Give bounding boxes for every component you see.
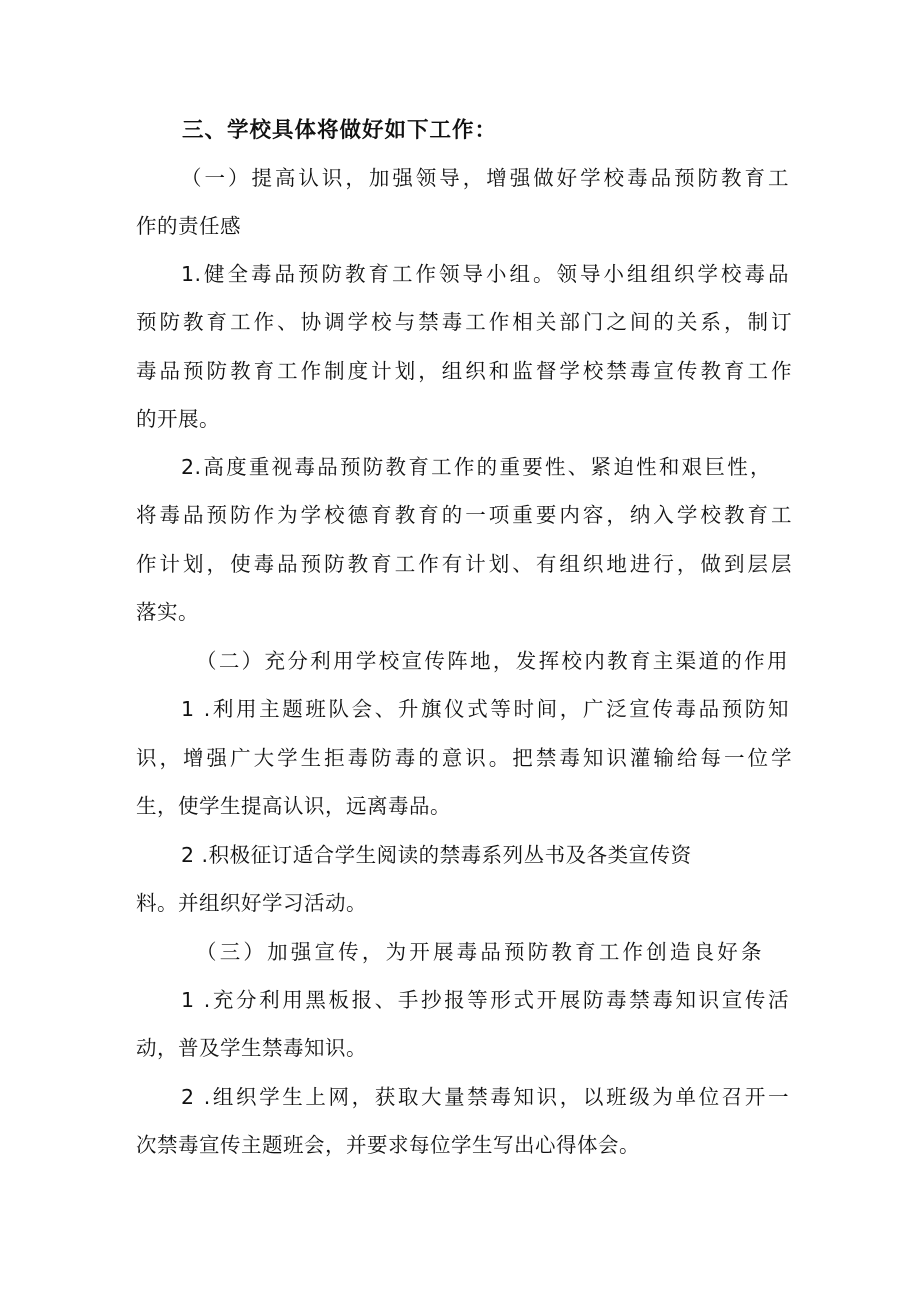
paragraph-line: 落实。 <box>136 600 199 624</box>
paragraph-line: 毒品预防教育工作制度计划，组织和监督学校禁毒宣传教育工作 <box>136 359 792 383</box>
paragraph-line: 1 .利用主题班队会、升旗仪式等时间，广泛宣传毒品预防知 <box>181 697 789 721</box>
section-subheading: （二）充分利用学校宣传阵地，发挥校内教育主渠道的作用 <box>196 649 788 673</box>
section-heading: 三、学校具体将做好如下工作： <box>182 118 498 143</box>
paragraph-line: 料。并组织好学习活动。 <box>136 891 367 915</box>
paragraph-line: （一）提高认识，加强领导，增强做好学校毒品预防教育工 <box>181 166 789 190</box>
paragraph-line: 的开展。 <box>136 407 220 431</box>
paragraph-line: 识，增强广大学生拒毒防毒的意识。把禁毒知识灌输给每一位学 <box>136 746 792 770</box>
paragraph-line: 2 .积极征订适合学生阅读的禁毒系列丛书及各类宣传资 <box>181 843 692 867</box>
paragraph-line: 作计划，使毒品预防教育工作有计划、有组织地进行，做到层层 <box>136 552 792 576</box>
paragraph-line: 动，普及学生禁毒知识。 <box>136 1036 367 1060</box>
paragraph-line: 生，使学生提高认识，远离毒品。 <box>136 794 451 818</box>
paragraph-line: 次禁毒宣传主题班会，并要求每位学生写出心得体会。 <box>136 1133 640 1157</box>
paragraph-line: 预防教育工作、协调学校与禁毒工作相关部门之间的关系，制订 <box>136 310 792 334</box>
paragraph-line: 2 .组织学生上网，获取大量禁毒知识，以班级为单位召开一 <box>181 1085 789 1109</box>
paragraph-line: 作的责任感 <box>136 214 241 238</box>
paragraph-line: 1 .充分利用黑板报、手抄报等形式开展防毒禁毒知识宣传活 <box>181 988 789 1012</box>
section-subheading: （三）加强宣传，为开展毒品预防教育工作创造良好条 <box>196 940 762 964</box>
paragraph-line: 1.健全毒品预防教育工作领导小组。领导小组组织学校毒品 <box>181 262 789 286</box>
paragraph-line: 将毒品预防作为学校德育教育的一项重要内容，纳入学校教育工 <box>136 503 792 527</box>
paragraph-line: 2.高度重视毒品预防教育工作的重要性、紧迫性和艰巨性， <box>181 455 771 479</box>
